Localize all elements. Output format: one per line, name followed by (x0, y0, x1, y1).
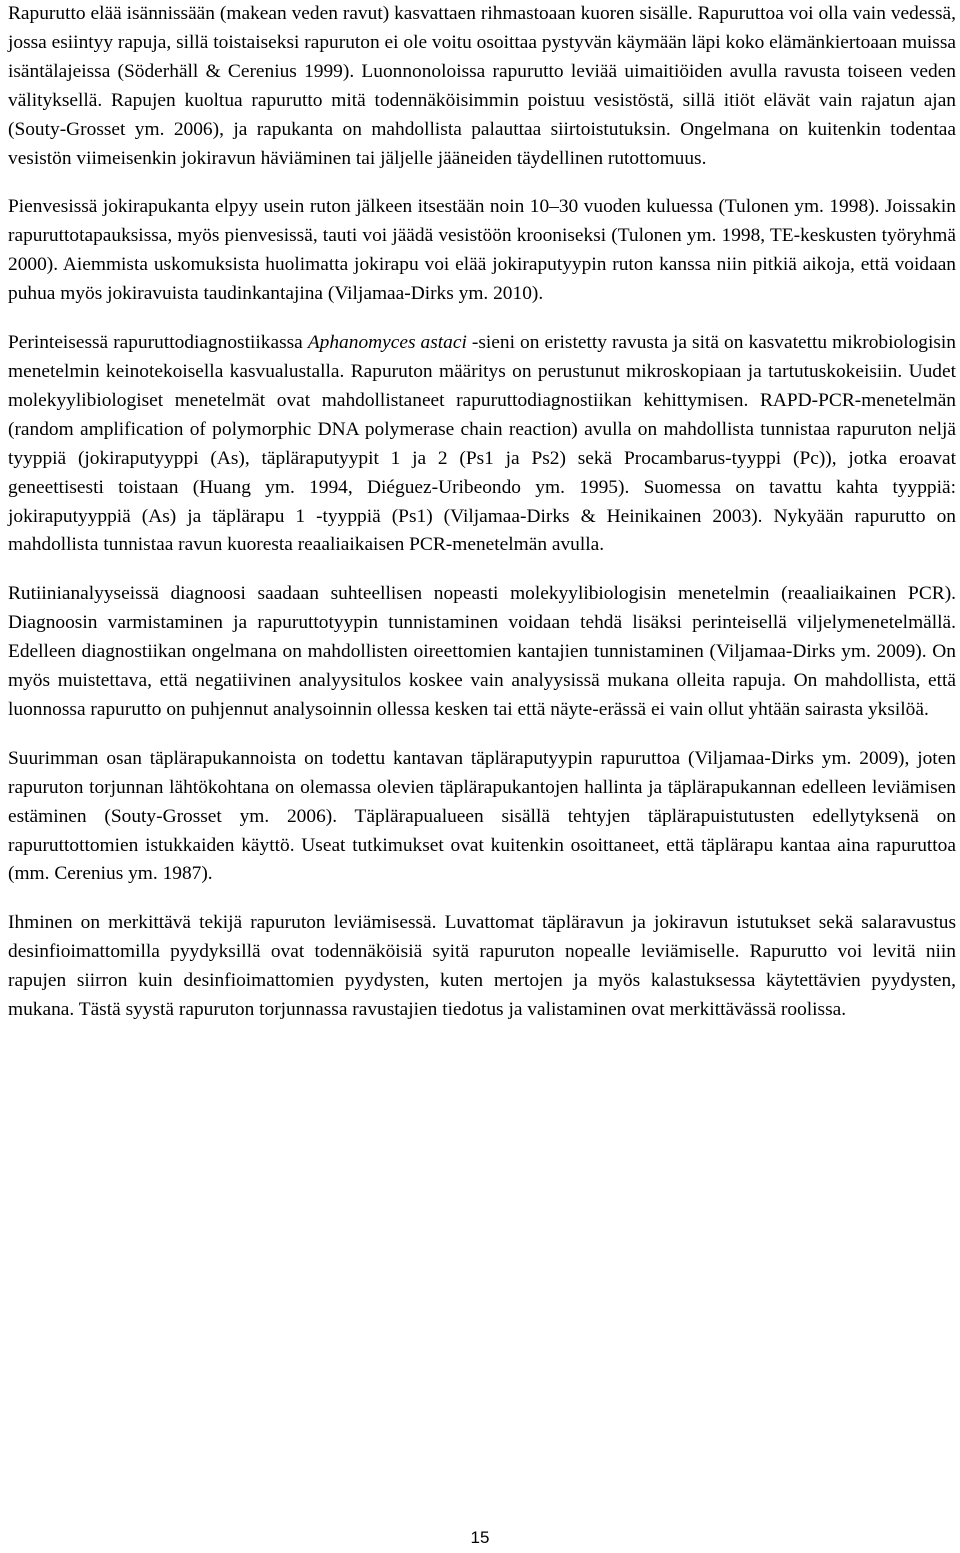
paragraph-6: Ihminen on merkittävä tekijä rapuruton leviämisessä. Luvattomat täpläravun ja jokiravun istutukset sekä salaravustus desinfioimattomilla pyydyksillä ovat todennäköisiä syitä rapuruton nopealle leviämiselle. Rapurutto voi levitä niin rapujen siirron kuin desinfioimattomien pyydysten, kuten mertojen ja myös kalastuksessa käytettävien pyydysten, mukana. Tästä syystä rapuruton torjunnassa ravustajien tiedotus ja valistaminen ovat merkittävässä roolissa. (8, 912, 956, 1021)
species-name: Aphanomyces astaci (307, 332, 467, 354)
document-page (8, 0, 956, 1045)
paragraph-3-lead: Perinteisessä rapuruttodiagnostiikassa (8, 332, 308, 354)
paragraph-4: Rutiinianalyyseissä diagnoosi saadaan suhteellisen nopeasti molekyylibiologisin menetelmin (reaaliaikainen PCR). Diagnoosin varmistaminen ja rapuruttotyypin tunnistaminen voidaan tehdä lisäksi perinteisellä viljelymenetelmällä. Edelleen diagnostiikan ongelmana on mahdollisten oireettomien kantajien tunnistaminen (Viljamaa-Dirks ym. 2009). On myös muistettava, että negatiivinen analyysitulos koskee vain analyysissä mukana olleita rapuja. On mahdollista, että luonnossa rapurutto on puhjennut analysoinnin ollessa kesken tai että näyte-erässä ei vain ollut yhtään sairasta yksilöä. (8, 583, 956, 720)
paragraph-3-rest: -sieni on eristetty ravusta ja sitä on kasvatettu mikrobiologisin menetelmin keinotekoisella kasvualustalla. Rapuruton määritys on perustunut mikroskopiaan ja tartutuskokeisiin. Uudet molekyylibiologiset menetelmät ovat mahdollistaneet rapuruttodiagnostiikan kehittymisen. RAPD-PCR-menetelmän (random amplification of polymorphic DNA polymerase chain reaction) avulla on mahdollista tunnistaa rapuruton neljä tyyppiä (jokiraputyyppi (As), täpläraputyypit 1 ja 2 (Ps1 ja Ps2) sekä Procambarus-tyyppi (Pc)), jotka eroavat geneettisesti toistaan (Huang ym. 1994, Diéguez-Uribeondo ym. 1995). Suomessa on tavattu kahta tyyppiä: jokiraputyyppiä (As) ja täplärapu 1 -tyyppiä (Ps1) (Viljamaa-Dirks & Heinikainen 2003). Nykyään rapurutto on mahdollista tunnistaa ravun kuoresta reaaliaikaisen PCR-menetelmän avulla. (8, 332, 957, 556)
page-number: 15 (470, 1528, 490, 1547)
paragraph-1: Rapurutto elää isännissään (makean veden ravut) kasvattaen rihmastoaan kuoren sisälle. Rapuruttoa voi olla vain vedessä, jossa esiintyy rapuja, sillä toistaiseksi rapuruton ei ole voitu osoittaa pystyvän käymään läpi koko elämänkiertoaan muissa isäntälajeissa (Söderhäll & Cerenius 1999). Luonnonoloissa rapurutto leviää uimaitiöiden avulla ravusta toiseen veden välityksellä. Rapujen kuoltua rapurutto mitä todennäköisimmin poistuu vesistöstä, sillä itiöt elävät vain rajatun ajan (Souty-Grosset ym. 2006), ja rapukanta on mahdollista palauttaa siirtoistutuksin. Ongelmana on kuitenkin todentaa vesistön viimeisenkin jokiravun häviäminen tai jäljelle jääneiden täydellinen rutottomuus. (8, 3, 956, 169)
paragraph-5: Suurimman osan täplärapukannoista on todettu kantavan täpläraputyypin rapuruttoa (Viljamaa-Dirks ym. 2009), joten rapuruton torjunnan lähtökohtana on olemassa olevien täplärapukantojen hallinta ja täplärapukannan edelleen leviämisen estäminen (Souty-Grosset ym. 2006). Täplärapualueen sisällä tehtyjen täplärapuistutusten edellytyksenä on rapuruttottomien istukkaiden käyttö. Useat tutkimukset ovat kuitenkin osoittaneet, että täplärapu kantaa aina rapuruttoa (mm. Cerenius ym. 1987). (8, 747, 956, 885)
paragraph-3 (8, 329, 956, 560)
paragraph-2: Pienvesissä jokirapukanta elpyy usein ruton jälkeen itsestään noin 10–30 vuoden kuluessa (Tulonen ym. 1998). Joissakin rapuruttotapauksissa, myös pienvesissä, tauti voi jäädä vesistöön krooniseksi (Tulonen ym. 1998, TE-keskusten työryhmä 2000). Aiemmista uskomuksista huolimatta jokirapu voi elää jokiraputyypin ruton kanssa niin pitkiä aikoja, että voidaan puhua myös jokiravuista taudinkantajina (Viljamaa-Dirks ym. 2010). (8, 196, 956, 305)
